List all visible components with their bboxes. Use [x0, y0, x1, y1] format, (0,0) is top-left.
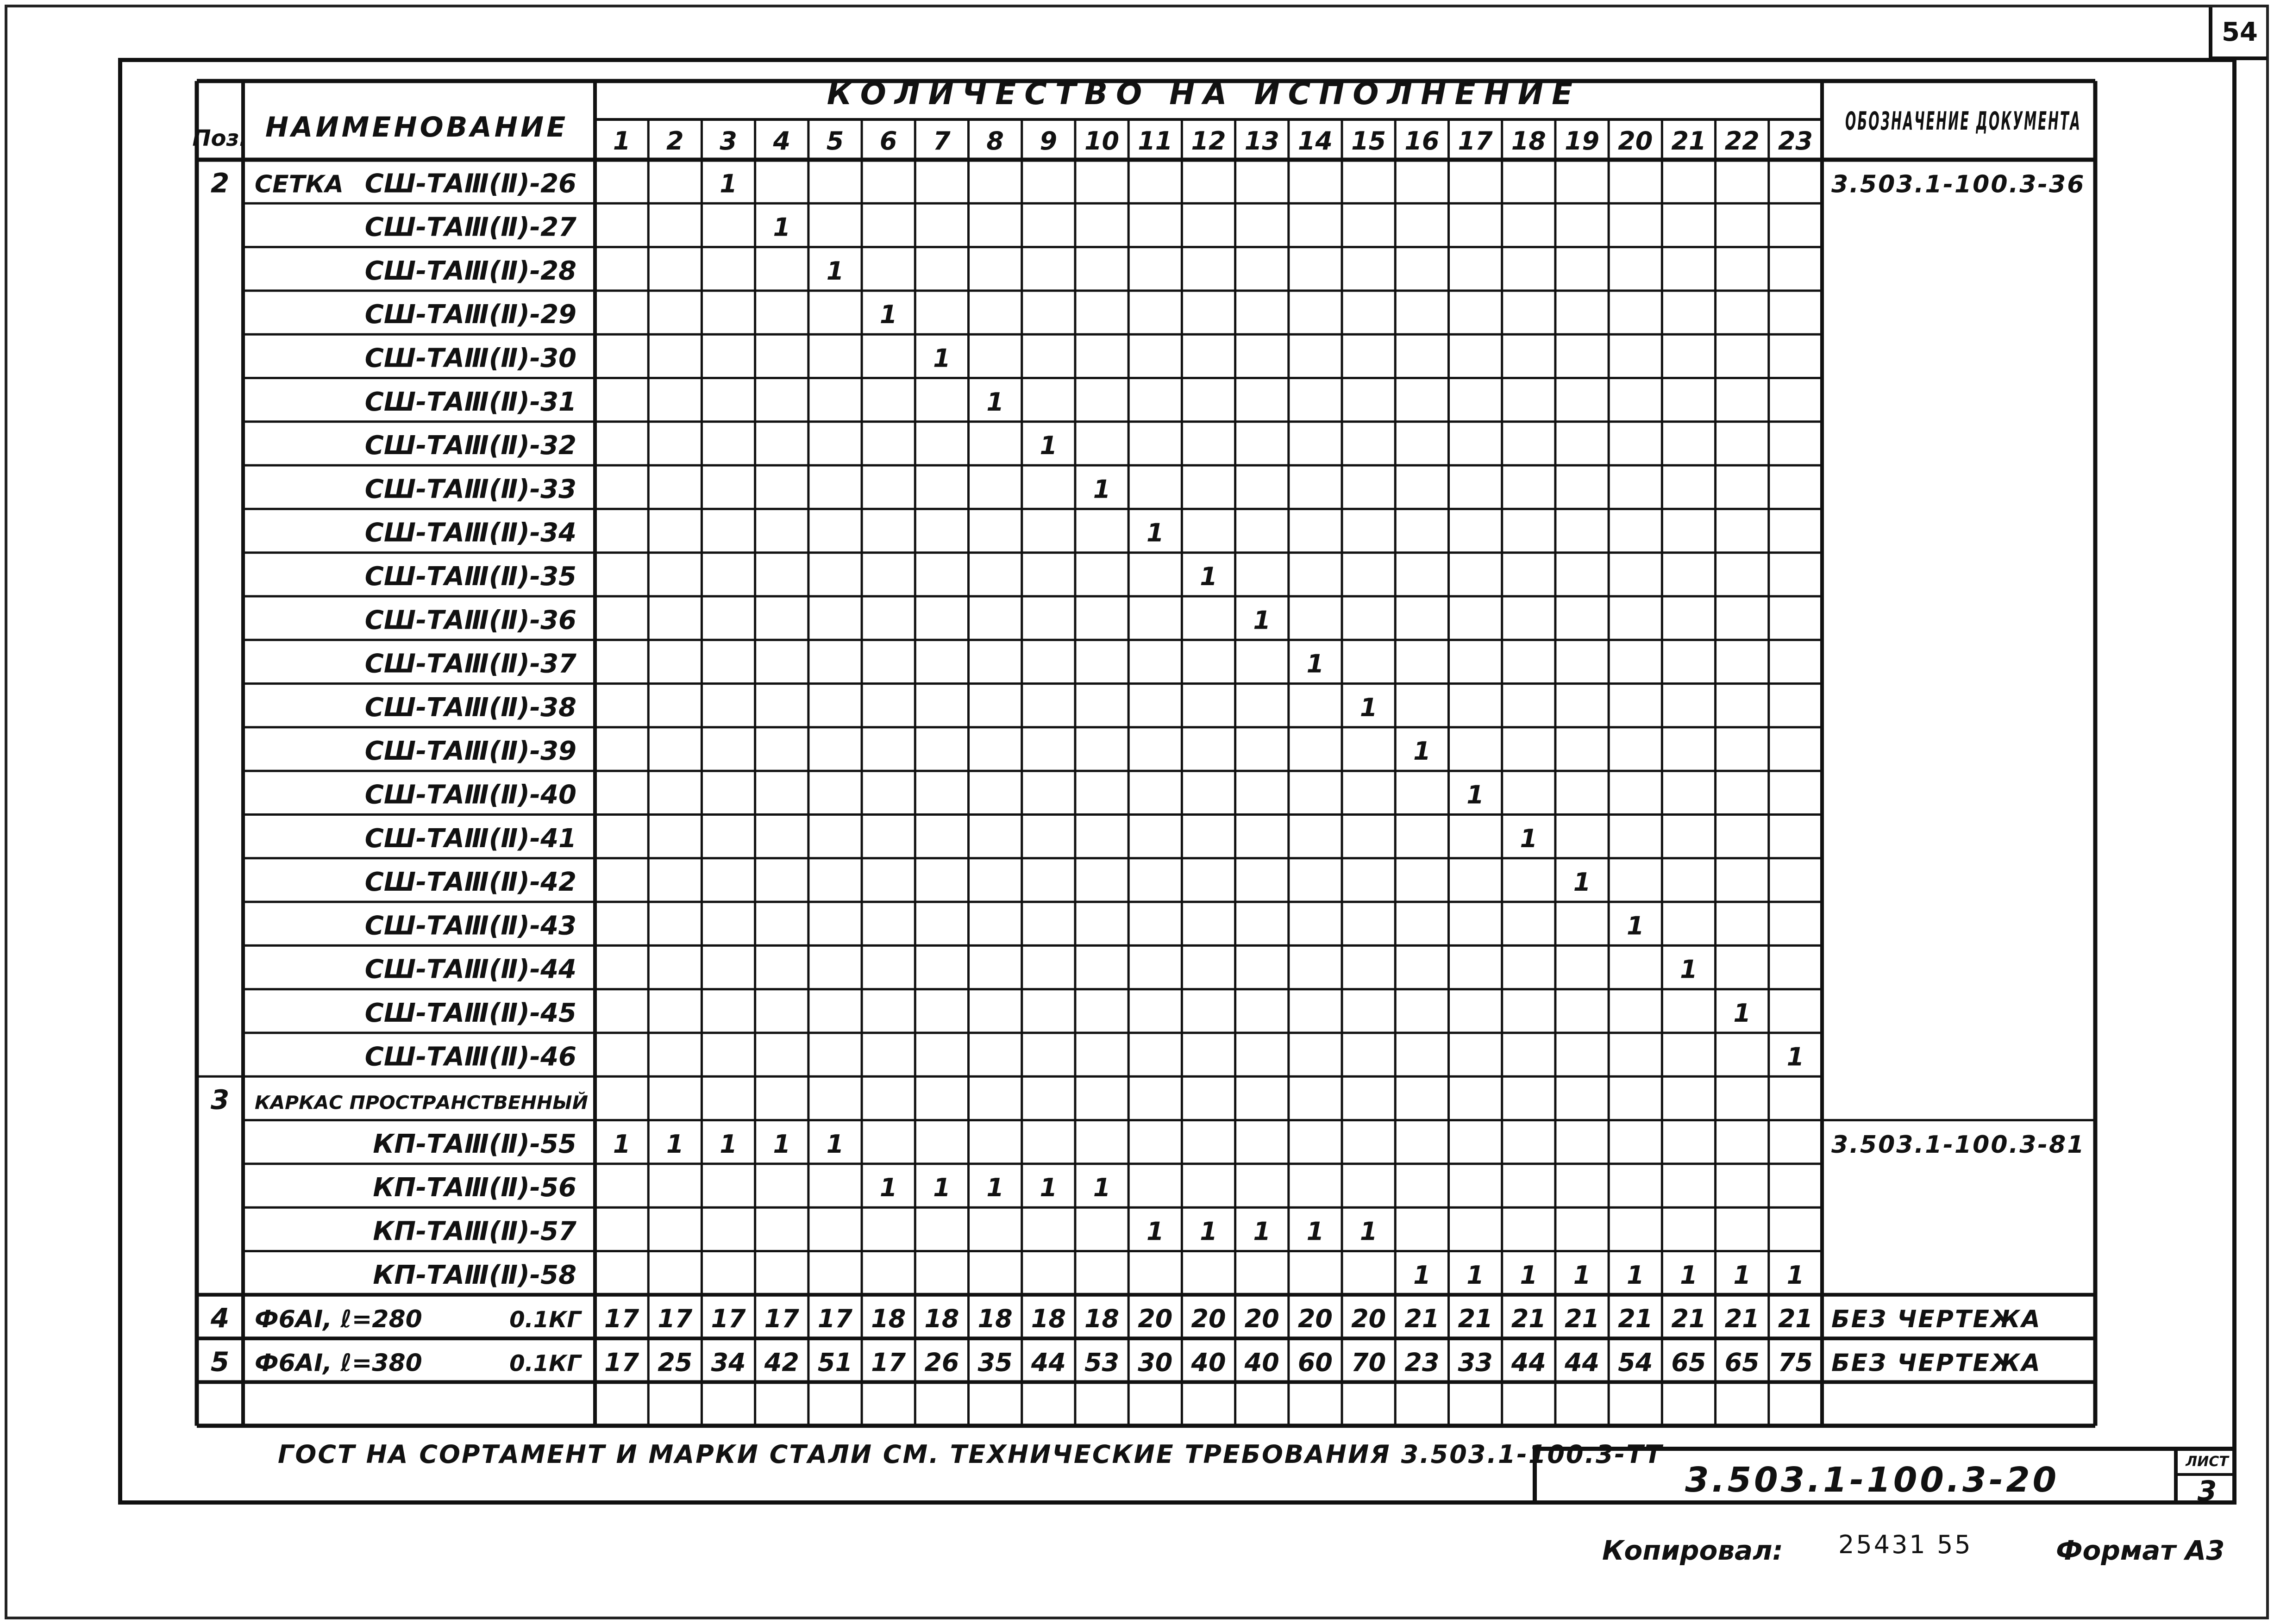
quantity-cell: 1 — [1520, 1260, 1538, 1290]
quantity-cell: 1 — [986, 1173, 1004, 1203]
quantity-cell: 1 — [1626, 1260, 1644, 1290]
quantity-cell: 1 — [986, 387, 1004, 417]
quantity-cell: 1 — [879, 1173, 897, 1203]
page-number: 54 — [2209, 7, 2267, 60]
quantity-cell: 40 — [1244, 1348, 1279, 1377]
row-name: СШ-ТАⅢ(Ⅱ)-45 — [364, 998, 576, 1028]
quantity-cell: 20 — [1244, 1304, 1279, 1334]
sheet-number: 3 — [2197, 1475, 2217, 1507]
row-name: СШ-ТАⅢ(Ⅱ)-36 — [364, 605, 576, 636]
quantity-cell: 25 — [658, 1348, 693, 1377]
row-name: СШ-ТАⅢ(Ⅱ)-31 — [364, 387, 576, 417]
column-number: 19 — [1564, 126, 1600, 156]
row-position: 2 — [210, 167, 230, 199]
quantity-cell: 18 — [977, 1304, 1013, 1334]
quantity-cell: 21 — [1564, 1304, 1600, 1334]
quantity-cell: 20 — [1191, 1304, 1226, 1334]
row-position: 5 — [210, 1346, 230, 1378]
title-block — [1533, 1447, 2236, 1505]
quantity-cell: 1 — [720, 1129, 737, 1159]
column-number: 22 — [1724, 126, 1760, 156]
quantity-cell: 51 — [817, 1348, 853, 1377]
row-name: СШ-ТАⅢ(Ⅱ)-28 — [364, 256, 576, 286]
quantity-cell: 1 — [1626, 911, 1644, 941]
quantity-cell: 1 — [666, 1129, 684, 1159]
quantity-cell: 1 — [1466, 780, 1484, 810]
column-number: 4 — [773, 126, 791, 156]
column-number: 6 — [879, 126, 897, 156]
row-name: СШ-ТАⅢ(Ⅱ)-29 — [364, 300, 576, 330]
row-name: СШ-ТАⅢ(Ⅱ)-40 — [364, 780, 576, 810]
quantity-cell: 21 — [1458, 1304, 1493, 1334]
quantity-cell: 60 — [1297, 1348, 1333, 1377]
quantity-cell: 44 — [1511, 1348, 1546, 1377]
quantity-cell: 75 — [1778, 1348, 1813, 1377]
quantity-cell: 1 — [1733, 1260, 1751, 1290]
quantity-cell: 17 — [658, 1304, 693, 1334]
row-name: СШ-ТАⅢ(Ⅱ)-33 — [364, 474, 576, 505]
quantity-cell: 1 — [1680, 955, 1698, 984]
sheet-label: ЛИСТ — [2178, 1451, 2236, 1476]
row-name: СШ-ТАⅢ(Ⅱ)-34 — [364, 518, 576, 548]
column-number: 8 — [986, 126, 1004, 156]
quantity-cell: 18 — [924, 1304, 959, 1334]
column-number: 13 — [1244, 126, 1279, 156]
quantity-cell: 21 — [1671, 1304, 1706, 1334]
row-name: СШ-ТАⅢ(Ⅱ)-37 — [364, 649, 576, 679]
row-name: СШ-ТАⅢ(Ⅱ)-42 — [364, 867, 576, 898]
quantity-cell: 1 — [1200, 1217, 1217, 1246]
column-number: 1 — [613, 126, 631, 156]
quantity-cell: 42 — [764, 1348, 799, 1377]
quantity-cell: 1 — [1466, 1260, 1484, 1290]
column-number: 16 — [1404, 126, 1440, 156]
row-document: БЕЗ ЧЕРТЕЖА — [1831, 1305, 2042, 1334]
column-number: 20 — [1618, 126, 1653, 156]
quantity-cell: 1 — [1200, 562, 1217, 591]
column-number: 23 — [1778, 126, 1813, 156]
quantity-cell: 21 — [1618, 1304, 1653, 1334]
quantity-cell: 23 — [1404, 1348, 1440, 1377]
quantity-cell: 30 — [1138, 1348, 1173, 1377]
quantity-cell: 1 — [1786, 1260, 1804, 1290]
row-name: СШ-ТАⅢ(Ⅱ)-46 — [364, 1042, 576, 1072]
row-group-label: КАРКАС ПРОСТРАНСТВЕННЫЙ — [255, 1092, 581, 1114]
table-rows — [210, 167, 2086, 1377]
quantity-cell: 1 — [1146, 1217, 1164, 1246]
column-number: 12 — [1191, 126, 1226, 156]
sheet-cell — [2174, 1451, 2236, 1505]
quantity-cell: 17 — [604, 1304, 639, 1334]
row-name: СШ-ТАⅢ(Ⅱ)-26 — [364, 169, 576, 199]
column-number: 7 — [933, 126, 951, 156]
header-document: ОБОЗНАЧЕНИЕ ДОКУМЕНТА — [1845, 106, 2081, 136]
quantity-cell: 1 — [1253, 606, 1271, 635]
quantity-cell: 44 — [1031, 1348, 1066, 1377]
column-number: 21 — [1671, 126, 1706, 156]
quantity-cell: 1 — [1093, 1173, 1111, 1203]
column-number: 15 — [1351, 126, 1386, 156]
quantity-cell: 1 — [1040, 431, 1058, 461]
quantity-cell: 1 — [879, 300, 897, 330]
gost-note: ГОСТ НА СОРТАМЕНТ И МАРКИ СТАЛИ СМ. ТЕХНИЧЕСКИЕ ТРЕБОВАНИЯ 3.503.1-100.3-ТТ — [278, 1440, 1663, 1469]
row-document: БЕЗ ЧЕРТЕЖА — [1831, 1349, 2042, 1377]
quantity-cell: 17 — [817, 1304, 853, 1334]
row-group-label: Ф6АI, ℓ=380 — [255, 1349, 422, 1377]
quantity-cell: 1 — [1413, 1260, 1431, 1290]
row-name: СШ-ТАⅢ(Ⅱ)-30 — [364, 343, 576, 374]
row-name: СШ-ТАⅢ(Ⅱ)-35 — [364, 562, 576, 592]
quantity-cell: 70 — [1351, 1348, 1386, 1377]
quantity-cell: 34 — [711, 1348, 746, 1377]
quantity-cell: 40 — [1191, 1348, 1226, 1377]
quantity-cell: 1 — [933, 1173, 951, 1203]
header-pos: Поз. — [192, 125, 248, 151]
column-number: 11 — [1138, 126, 1173, 156]
quantity-cell: 1 — [1733, 999, 1751, 1028]
column-number: 10 — [1084, 126, 1120, 156]
quantity-cell: 1 — [1253, 1217, 1271, 1246]
row-position: 4 — [210, 1302, 230, 1334]
quantity-cell: 1 — [826, 256, 844, 286]
row-name: КП-ТАⅢ(Ⅱ)-58 — [373, 1260, 576, 1290]
header-quantity: КОЛИЧЕСТВО НА ИСПОЛНЕНИЕ — [827, 76, 1581, 112]
quantity-cell: 1 — [613, 1129, 631, 1159]
quantity-cell: 20 — [1351, 1304, 1386, 1334]
row-name: СШ-ТАⅢ(Ⅱ)-39 — [364, 736, 576, 767]
quantity-cell: 1 — [1359, 693, 1378, 722]
column-number: 14 — [1297, 126, 1333, 156]
quantity-cell: 20 — [1138, 1304, 1173, 1334]
quantity-cell: 1 — [1520, 824, 1538, 853]
quantity-cell: 1 — [1093, 475, 1111, 504]
quantity-cell: 33 — [1458, 1348, 1493, 1377]
quantity-cell: 1 — [1573, 1260, 1591, 1290]
column-number: 5 — [826, 126, 844, 156]
quantity-cell: 1 — [1680, 1260, 1698, 1290]
quantity-cell: 1 — [1573, 868, 1591, 897]
quantity-cell: 21 — [1724, 1304, 1760, 1334]
row-unit: 0.1КГ — [509, 1307, 581, 1333]
quantity-cell: 17 — [871, 1348, 906, 1377]
quantity-column-headers — [613, 126, 1813, 156]
column-number: 3 — [720, 126, 737, 156]
column-number: 9 — [1040, 126, 1058, 156]
quantity-cell: 1 — [720, 169, 737, 199]
row-name: КП-ТАⅢ(Ⅱ)-57 — [373, 1216, 576, 1247]
quantity-cell: 21 — [1511, 1304, 1546, 1334]
quantity-cell: 1 — [1306, 1217, 1324, 1246]
row-position: 3 — [210, 1084, 230, 1116]
quantity-cell: 54 — [1618, 1348, 1653, 1377]
row-name: СШ-ТАⅢ(Ⅱ)-41 — [364, 823, 576, 854]
quantity-cell: 1 — [933, 344, 951, 373]
quantity-cell: 18 — [1031, 1304, 1066, 1334]
row-group-label: СЕТКА — [255, 170, 344, 199]
row-name: КП-ТАⅢ(Ⅱ)-56 — [373, 1173, 576, 1203]
quantity-cell: 20 — [1297, 1304, 1333, 1334]
quantity-cell: 1 — [773, 1129, 791, 1159]
row-group-label: Ф6АI, ℓ=280 — [255, 1305, 422, 1334]
document-code: 3.503.1-100.3-20 — [1685, 1460, 2060, 1500]
row-name: СШ-ТАⅢ(Ⅱ)-43 — [364, 911, 576, 941]
quantity-cell: 1 — [1040, 1173, 1058, 1203]
quantity-cell: 17 — [604, 1348, 639, 1377]
quantity-cell: 44 — [1564, 1348, 1600, 1377]
quantity-cell: 18 — [871, 1304, 906, 1334]
quantity-cell: 18 — [1084, 1304, 1120, 1334]
row-name: СШ-ТАⅢ(Ⅱ)-38 — [364, 692, 576, 723]
quantity-cell: 17 — [711, 1304, 746, 1334]
quantity-cell: 65 — [1671, 1348, 1706, 1377]
row-name: СШ-ТАⅢ(Ⅱ)-27 — [364, 212, 576, 243]
row-document: 3.503.1-100.3-81 — [1831, 1131, 2086, 1159]
quantity-cell: 1 — [1413, 737, 1431, 766]
quantity-cell: 21 — [1778, 1304, 1813, 1334]
row-name: СШ-ТАⅢ(Ⅱ)-32 — [364, 431, 576, 461]
quantity-cell: 1 — [826, 1129, 844, 1159]
quantity-cell: 1 — [1786, 1042, 1804, 1072]
quantity-cell: 26 — [924, 1348, 959, 1377]
header-name: НАИМЕНОВАНИЕ — [265, 111, 569, 144]
quantity-cell: 35 — [977, 1348, 1013, 1377]
quantity-cell: 1 — [1359, 1217, 1378, 1246]
quantity-cell: 1 — [1146, 518, 1164, 548]
archive-number: 25431 55 — [1838, 1530, 1973, 1559]
quantity-cell: 65 — [1724, 1348, 1760, 1377]
quantity-cell: 53 — [1084, 1348, 1120, 1377]
quantity-cell: 1 — [1306, 649, 1324, 679]
quantity-cell: 21 — [1404, 1304, 1440, 1334]
row-unit: 0.1КГ — [509, 1350, 581, 1377]
column-number: 2 — [666, 126, 684, 156]
column-number: 17 — [1458, 126, 1493, 156]
format-label: Формат А3 — [2056, 1535, 2225, 1566]
row-name: СШ-ТАⅢ(Ⅱ)-44 — [364, 954, 576, 985]
column-number: 18 — [1511, 126, 1546, 156]
copied-by-label: Копировал: — [1602, 1535, 1783, 1566]
row-name: КП-ТАⅢ(Ⅱ)-55 — [373, 1129, 576, 1159]
row-document: 3.503.1-100.3-36 — [1831, 170, 2086, 199]
quantity-cell: 1 — [773, 212, 791, 242]
quantity-cell: 17 — [764, 1304, 799, 1334]
